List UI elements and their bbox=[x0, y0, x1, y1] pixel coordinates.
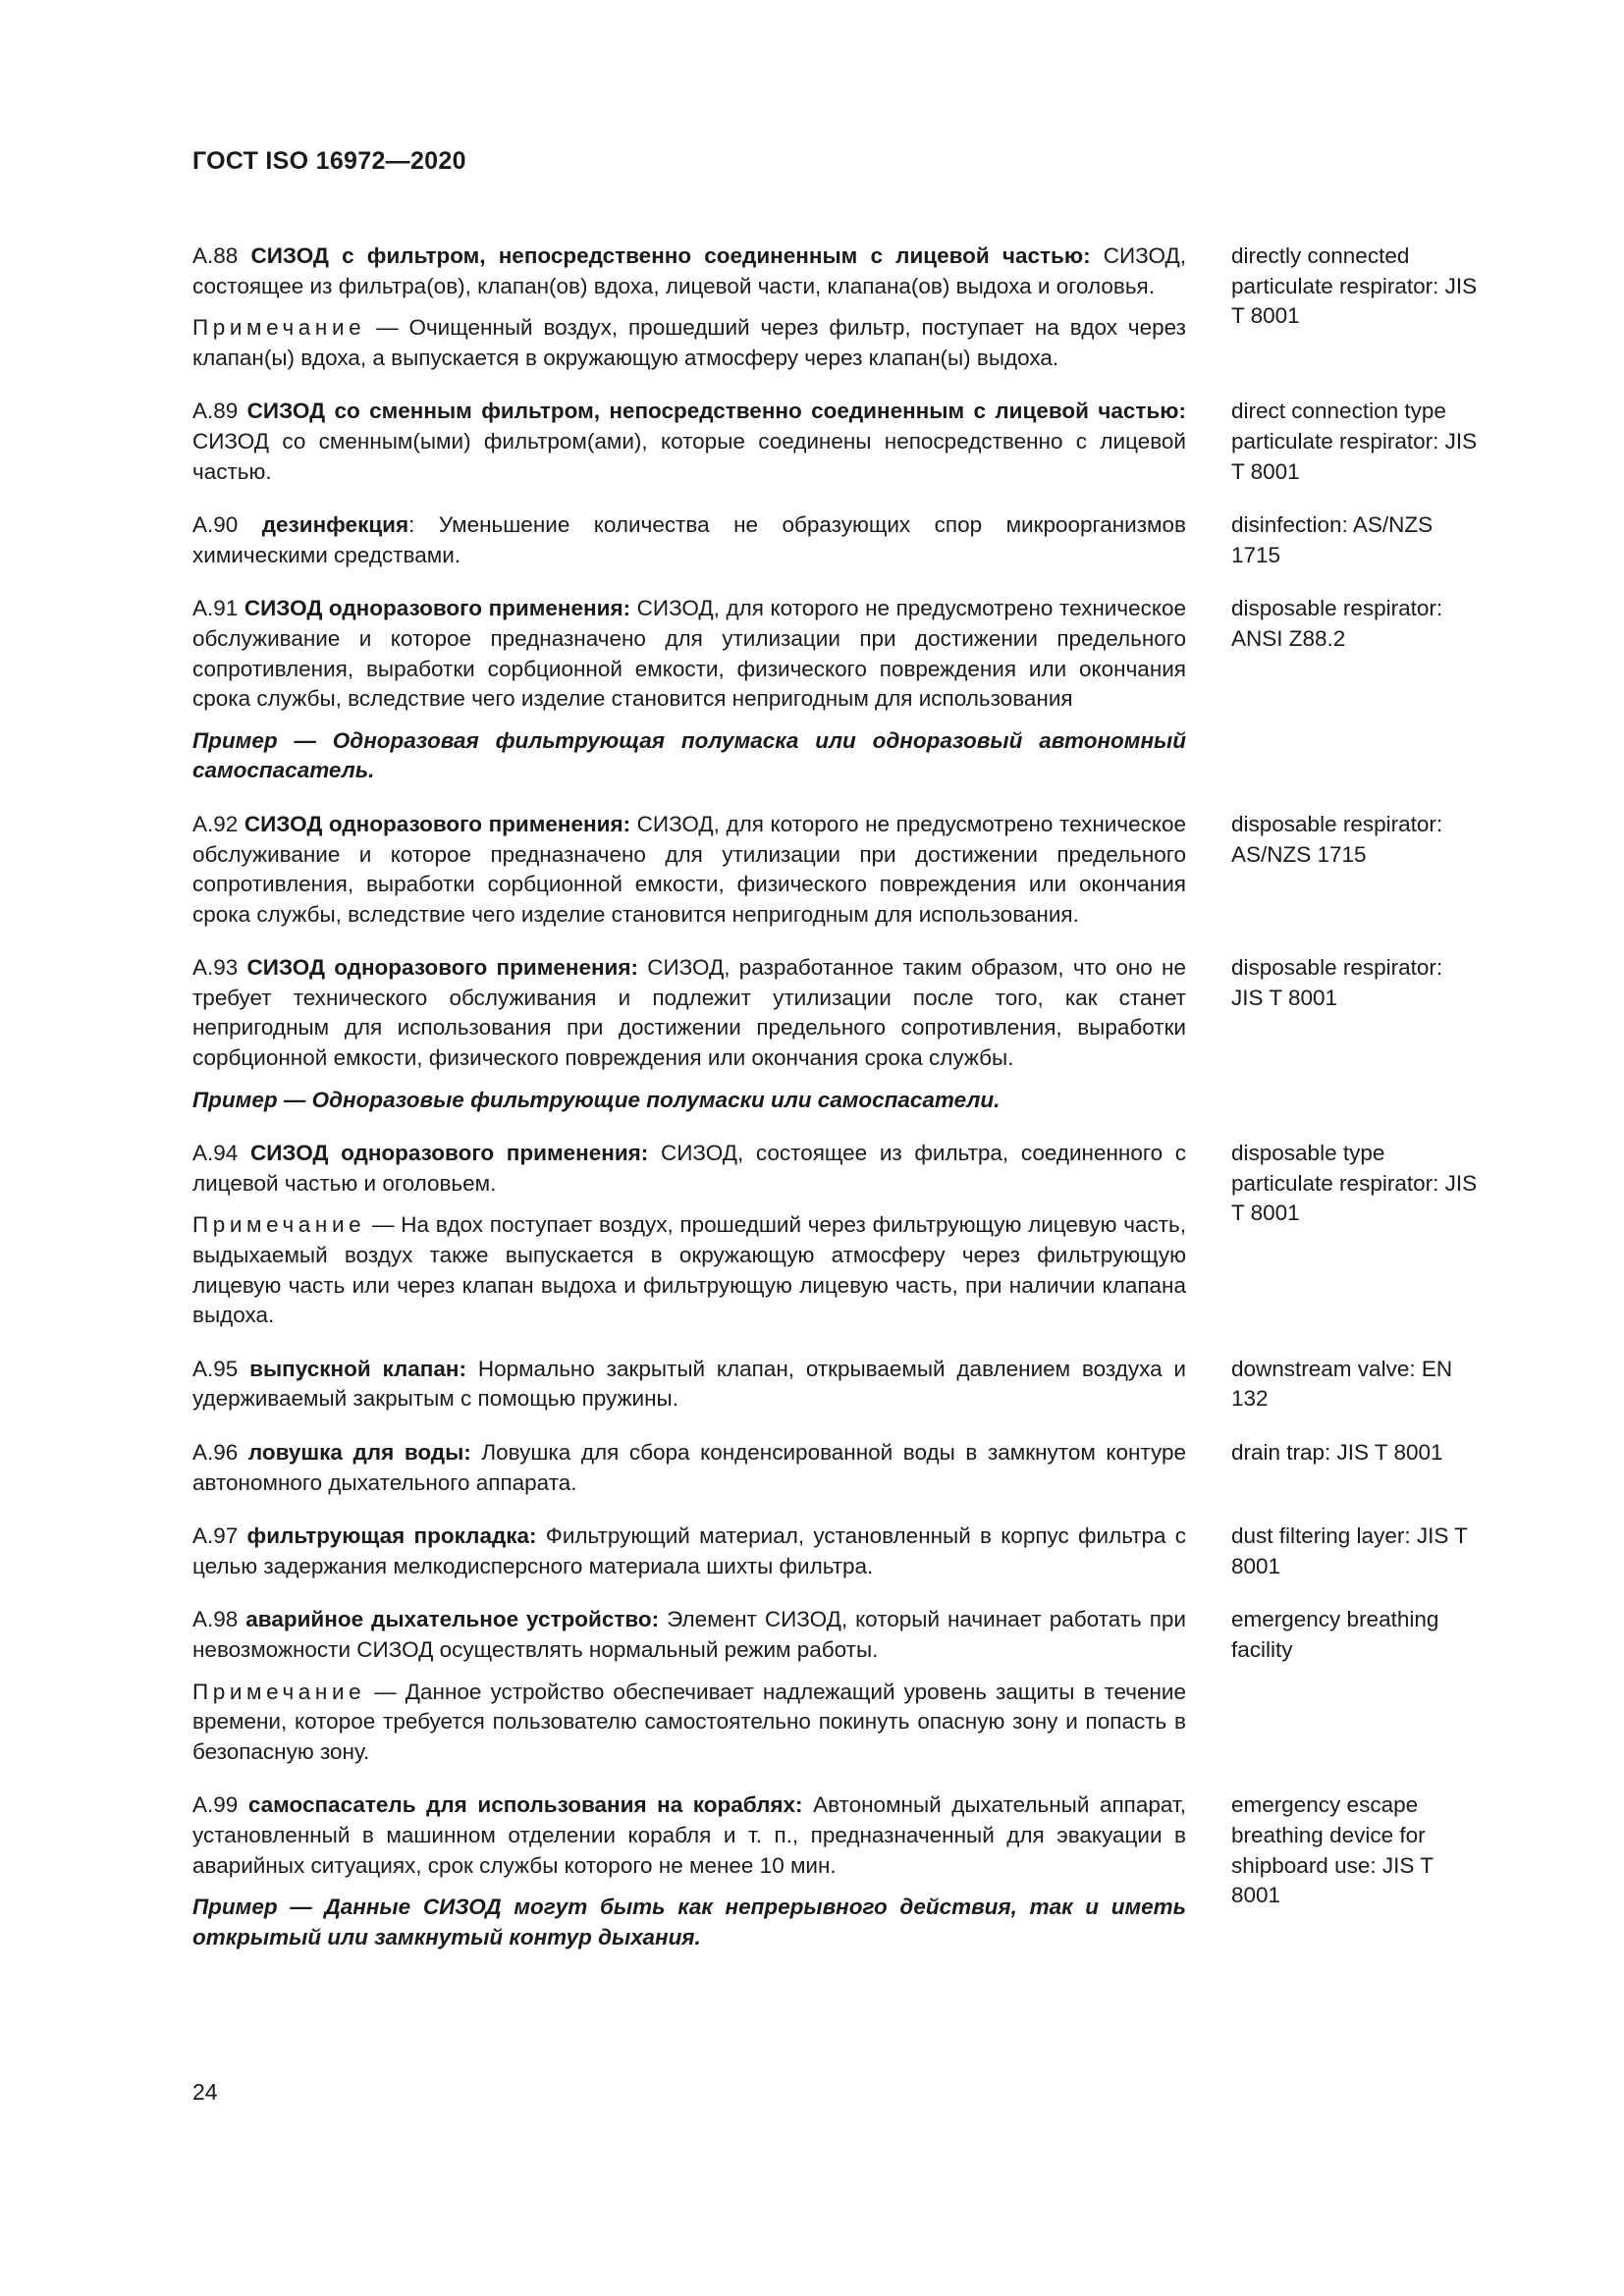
term-note bbox=[192, 313, 1186, 373]
term-english-source: direct connection type particulate respirator: JIS T 8001 bbox=[1231, 399, 1478, 484]
term-title: СИЗОД со сменным фильтром, непосредственно соединенным с лицевой частью: bbox=[246, 399, 1186, 424]
term-example: Пример — Одноразовая фильтрующая полумаска или одноразовый автономный самоспасатель. bbox=[192, 727, 1186, 783]
term-entry-a89 bbox=[192, 397, 1479, 487]
term-entry-a95 bbox=[192, 1355, 1479, 1415]
term-note bbox=[192, 1678, 1186, 1768]
note-text: — Данное устройство обеспечивает надлежащий уровень защиты в течение времени, которое требуется пользователю самостоятельно покинуть опасную зону и попасть в безопасную зону. bbox=[192, 1679, 1186, 1764]
term-text: Фильтрующий материал, установленный в корпус фильтра с целью задержания мелкодисперсного материала шихты фильтра. bbox=[192, 1523, 1186, 1578]
term-example: Пример — Данные СИЗОД могут быть как непрерывного действия, так и иметь открытый или замкнутый контур дыхания. bbox=[192, 1895, 1186, 1949]
term-entry-a97 bbox=[192, 1522, 1479, 1581]
term-definition bbox=[192, 241, 1186, 301]
term-definition bbox=[192, 1438, 1186, 1498]
term-text: СИЗОД, состоящее из фильтра(ов), клапан(ов) вдоха, лицевой части, клапана(ов) выдоха и оголовья. bbox=[192, 243, 1186, 298]
term-number: А.88 bbox=[192, 243, 239, 268]
term-text: СИЗОД со сменным(ыми) фильтром(ами), которые соединены непосредственно с лицевой частью. bbox=[192, 428, 1186, 484]
term-example: Пример — Одноразовые фильтрующие полумаски или самоспасатели. bbox=[192, 1087, 1001, 1112]
term-title: самоспасатель для использования на кораблях: bbox=[247, 1792, 803, 1818]
term-number: А.89 bbox=[192, 399, 239, 424]
term-entry-a88 bbox=[192, 241, 1479, 373]
term-text: : Уменьшение количества не образующих спор микроорганизмов химическими средствами. bbox=[192, 512, 1186, 567]
term-entry-a93 bbox=[192, 953, 1479, 1115]
term-definition bbox=[192, 1139, 1186, 1199]
note-text: — Очищенный воздух, прошедший через фильтр, поступает на вдох через клапан(ы) вдоха, а выпускается в окружающую атмосферу через клапан(ы) выдоха. bbox=[192, 315, 1186, 370]
term-entry-a92 bbox=[192, 810, 1479, 930]
term-english-source: emergency breathing facility bbox=[1231, 1607, 1439, 1662]
term-entry-a98 bbox=[192, 1605, 1479, 1767]
note-text: — На вдох поступает воздух, прошедший через фильтрующую лицевую часть, выдыхаемый воздух также выпускается в окружающую атмосферу через фильтрующую лицевую часть или через клапан выдоха и фильтрующую лицевую часть, при наличии клапана выдоха. bbox=[192, 1212, 1186, 1328]
term-number: А.90 bbox=[192, 512, 239, 538]
term-definition bbox=[192, 1522, 1186, 1581]
note-label: Примечание bbox=[192, 315, 366, 341]
term-definition bbox=[192, 1605, 1186, 1665]
term-english-source: disposable respirator: ANSI Z88.2 bbox=[1231, 596, 1443, 651]
term-english-source: disposable type particulate respirator: JIS T 8001 bbox=[1231, 1141, 1478, 1226]
term-definition bbox=[192, 510, 1186, 570]
term-english-source: disposable respirator: JIS T 8001 bbox=[1231, 955, 1443, 1010]
term-title: выпускной клапан: bbox=[249, 1356, 466, 1381]
term-english-source: disposable respirator: AS/NZS 1715 bbox=[1231, 811, 1443, 867]
term-definition bbox=[192, 1790, 1186, 1881]
term-title: СИЗОД одноразового применения: bbox=[244, 811, 631, 836]
term-definition bbox=[192, 1355, 1186, 1415]
term-definition bbox=[192, 953, 1186, 1073]
term-title: ловушка для воды: bbox=[247, 1440, 471, 1465]
term-english-source: dust filtering layer: JIS T 8001 bbox=[1231, 1523, 1468, 1578]
term-entry-a94 bbox=[192, 1139, 1479, 1331]
term-title: СИЗОД одноразового применения: bbox=[246, 955, 639, 981]
term-number: А.97 bbox=[192, 1523, 239, 1549]
term-entry-a96 bbox=[192, 1438, 1479, 1498]
term-entry-a90 bbox=[192, 510, 1479, 570]
term-title: СИЗОД одноразового применения: bbox=[244, 596, 631, 621]
term-definition bbox=[192, 810, 1186, 930]
term-title: аварийное дыхательное устройство: bbox=[245, 1607, 660, 1632]
term-title: дезинфекция bbox=[261, 512, 409, 538]
term-text: СИЗОД, разработанное таким образом, что оно не требует технического обслуживания и подлежит утилизации после того, как станет непригодным для использования при достижении предельного сопротивления, выработки сорбционной емкости, физического повреждения или окончания срока службы. bbox=[192, 955, 1186, 1071]
term-english-source: downstream valve: EN 132 bbox=[1231, 1356, 1453, 1412]
page-number: 24 bbox=[192, 2079, 218, 2105]
term-text: Автономный дыхательный аппарат, установленный в машинном отделении корабля и т. п., предназначенный для эвакуации в аварийных ситуациях, срок службы которого не менее 10 мин. bbox=[192, 1792, 1186, 1878]
term-title: СИЗОД одноразового применения: bbox=[249, 1141, 649, 1166]
term-number: А.96 bbox=[192, 1440, 239, 1465]
term-number: А.95 bbox=[192, 1356, 239, 1381]
term-text: Нормально закрытый клапан, открываемый давлением воздуха и удерживаемый закрытым с помощью пружины. bbox=[192, 1356, 1186, 1412]
document-header: ГОСТ ISO 16972—2020 bbox=[192, 147, 466, 175]
term-entry-a99 bbox=[192, 1790, 1479, 1952]
term-english-source: directly connected particulate respirator: JIS T 8001 bbox=[1231, 243, 1478, 329]
term-entry-a91 bbox=[192, 594, 1479, 786]
term-text: СИЗОД, для которого не предусмотрено техническое обслуживание и которое предназначено для утилизации при достижении предельного сопротивления, выработки сорбционной емкости, физического повреждения или окончания срока службы, вследствие чего изделие становится непригодным для использования bbox=[192, 596, 1186, 712]
term-definition bbox=[192, 594, 1186, 714]
note-label: Примечание bbox=[192, 1679, 366, 1704]
term-title: СИЗОД с фильтром, непосредственно соединенным с лицевой частью: bbox=[250, 243, 1091, 268]
term-text: Элемент СИЗОД, который начинает работать при невозможности СИЗОД осуществлять нормальный режим работы. bbox=[192, 1607, 1186, 1662]
term-number: А.91 bbox=[192, 596, 239, 621]
term-title: фильтрующая прокладка: bbox=[246, 1523, 537, 1549]
terms-list bbox=[192, 241, 1479, 1976]
term-number: А.99 bbox=[192, 1792, 239, 1818]
term-english-source: emergency escape breathing device for shipboard use: JIS T 8001 bbox=[1231, 1792, 1434, 1908]
term-english-source: drain trap: JIS T 8001 bbox=[1231, 1440, 1443, 1465]
term-text: СИЗОД, для которого не предусмотрено техническое обслуживание и которое предназначено для утилизации при достижении предельного сопротивления, выработки сорбционной емкости, физического повреждения или окончания срока службы, вследствие чего изделие становится непригодным для использования. bbox=[192, 811, 1186, 927]
term-number: А.92 bbox=[192, 811, 239, 836]
term-english-source: disinfection: AS/NZS 1715 bbox=[1231, 512, 1434, 567]
term-number: А.98 bbox=[192, 1607, 239, 1632]
term-note bbox=[192, 1210, 1186, 1330]
term-number: А.93 bbox=[192, 955, 239, 981]
term-number: А.94 bbox=[192, 1141, 239, 1166]
term-text: СИЗОД, состоящее из фильтра, соединенного с лицевой частью и оголовьем. bbox=[192, 1141, 1186, 1196]
term-definition bbox=[192, 397, 1186, 487]
term-text: Ловушка для сбора конденсированной воды в замкнутом контуре автономного дыхательного аппарата. bbox=[192, 1440, 1187, 1495]
note-label: Примечание bbox=[192, 1212, 366, 1238]
